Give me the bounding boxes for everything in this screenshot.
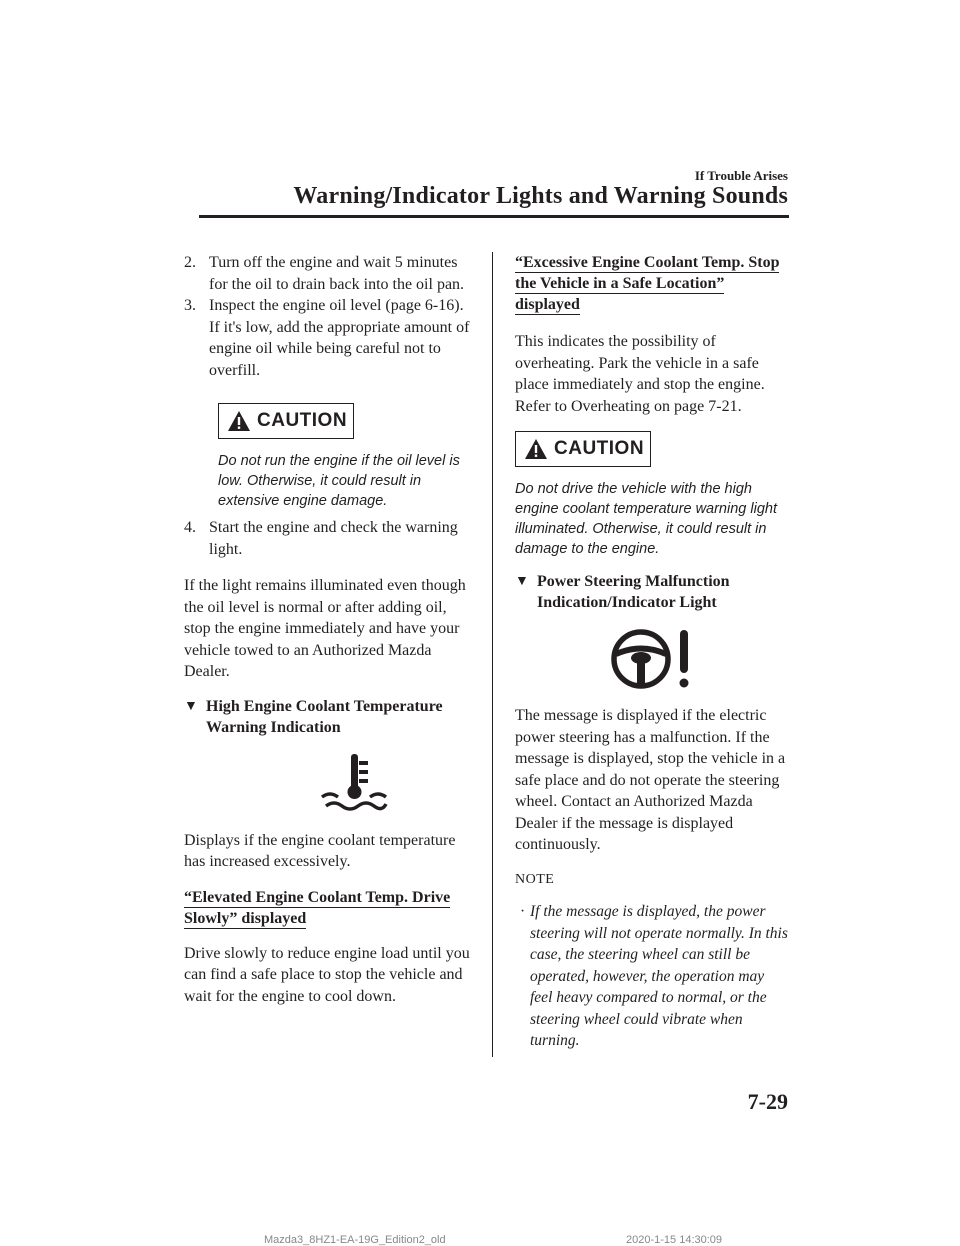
steering-icon-wrap xyxy=(515,627,790,691)
step-3 xyxy=(184,295,474,381)
paragraph: The message is displayed if the electric power steering has a malfunction. If the message is displayed, stop the vehicle in a safe place and do not operate the steering wheel. Contact an Authorized Mazda Dealer if the message is displayed continuously. xyxy=(515,707,786,853)
message-heading-text: “Excessive Engine Coolant Temp. Stop the Vehicle in a Safe Location” displayed xyxy=(515,254,780,313)
triangle-down-icon: ▼ xyxy=(515,574,529,589)
bullet-icon: · xyxy=(520,903,526,920)
caution-word: CAUTION xyxy=(554,438,645,460)
coolant-temperature-icon xyxy=(318,752,390,814)
page-title: Warning/Indicator Lights and Warning Sounds xyxy=(293,183,788,209)
step-4 xyxy=(184,517,474,560)
triangle-down-icon: ▼ xyxy=(184,698,198,714)
step-text: Turn off the engine and wait 5 minutes for the oil to drain back into the oil pan. xyxy=(209,254,465,293)
caution-block xyxy=(515,431,790,559)
caution-text: Do not drive the vehicle with the high engine coolant temperature warning light illuminated. Otherwise, it could result in damage to the engine. xyxy=(515,481,777,557)
warning-triangle-icon xyxy=(524,438,548,460)
coolant-icon-wrap xyxy=(184,752,474,814)
paragraph: This indicates the possibility of overheating. Park the vehicle in a safe place immediately and stop the engine. Refer to Overheating on page 7-21. xyxy=(515,333,765,415)
caution-label xyxy=(515,431,651,467)
step-2 xyxy=(184,252,474,295)
heading-text: Power Steering Malfunction Indication/Indicator Light xyxy=(537,573,730,611)
footer-timestamp: 2020-1-15 14:30:09 xyxy=(626,1234,723,1246)
warning-triangle-icon xyxy=(227,410,251,432)
page-number: 7-29 xyxy=(747,1089,788,1114)
note-text: If the message is displayed, the power steering will not operate normally. In this case, the steering wheel can still be operated, however, the operation may feel heavy compared to normal, or the steering wheel could vibrate when turning. xyxy=(530,903,788,1049)
section-heading xyxy=(184,696,474,738)
paragraph: Drive slowly to reduce engine load until you can find a safe place to stop the vehicle and wait for the engine to cool down. xyxy=(184,944,470,1005)
heading-text: High Engine Coolant Temperature Warning Indication xyxy=(206,697,443,736)
paragraph: If the light remains illuminated even though the oil level is normal or after adding oil, stop the engine immediately and have your vehicle towed to an Authorized Mazda Dealer. xyxy=(184,577,466,680)
caution-text: Do not run the engine if the oil level is low. Otherwise, it could result in extensive engine damage. xyxy=(218,453,460,509)
footer-document-id: Mazda3_8HZ1-EA-19G_Edition2_old xyxy=(264,1234,446,1246)
message-heading xyxy=(184,887,474,929)
right-column xyxy=(515,252,790,1052)
paragraph: Displays if the engine coolant temperature has increased excessively. xyxy=(184,831,456,870)
caution-block xyxy=(184,403,474,511)
section-label: If Trouble Arises xyxy=(694,168,788,183)
message-heading-text: “Elevated Engine Coolant Temp. Drive Slowly” displayed xyxy=(184,888,451,927)
step-text: Inspect the engine oil level (page 6-16). If it's low, add the appropriate amount of engine oil while being careful not to overfill. xyxy=(209,297,470,379)
step-number: 2. xyxy=(184,254,196,271)
caution-word: CAUTION xyxy=(257,410,348,432)
section-heading xyxy=(515,571,790,613)
step-number: 4. xyxy=(184,519,196,536)
header-divider xyxy=(199,215,789,218)
left-column xyxy=(184,252,474,1007)
column-divider xyxy=(492,252,493,1057)
step-number: 3. xyxy=(184,297,196,314)
note-label: NOTE xyxy=(515,871,555,887)
note-item xyxy=(515,901,790,1052)
step-text: Start the engine and check the warning light. xyxy=(209,519,458,558)
message-heading xyxy=(515,252,790,315)
caution-label xyxy=(218,403,354,439)
power-steering-warning-icon xyxy=(607,627,699,691)
